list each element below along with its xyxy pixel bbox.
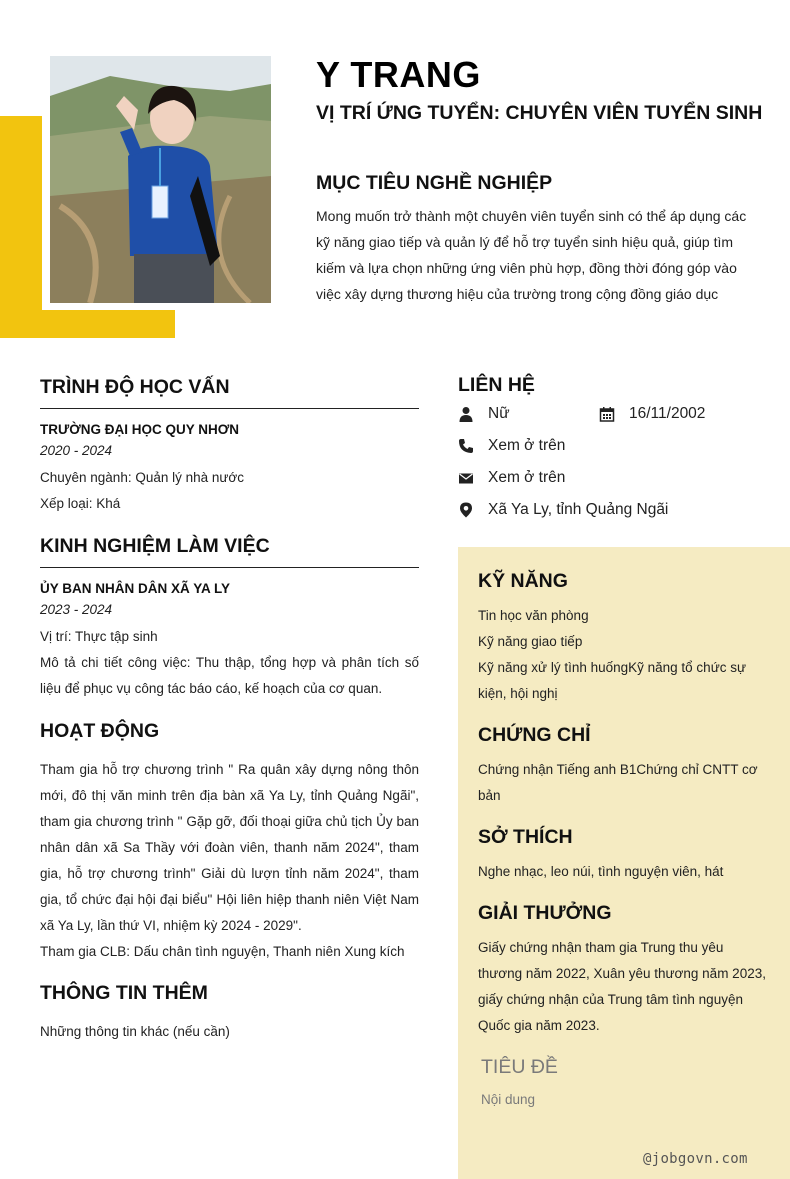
certificates-text: Chứng nhận Tiếng anh B1Chứng chỉ CNTT cơ bản [478,762,758,803]
contact-email-value[interactable]: Xem ở trên [488,469,566,486]
contact-gender-value: Nữ [488,405,510,422]
contact-address [458,501,668,519]
skill-item: Kỹ năng xử lý tình huốngKỹ năng tổ chức sự kiện, hội nghị [478,660,747,701]
profile-photo [50,56,271,303]
contact-gender [458,405,510,423]
certificates-section [478,724,768,809]
contact-birthday [599,405,705,423]
contact-address-value: Xã Ya Ly, tỉnh Quảng Ngãi [488,501,669,518]
activities-title: HOẠT ĐỘNG [40,720,160,742]
experience-section [40,535,419,702]
activities-section [40,720,419,965]
skill-item: Tin học văn phòng [478,608,589,623]
education-divider [40,408,419,409]
hobbies-text: Nghe nhạc, leo núi, tình nguyện viên, hát [478,864,724,879]
accent-bar-left [0,116,42,338]
education-title: TRÌNH ĐỘ HỌC VẤN [40,376,230,398]
awards-section [478,902,768,1039]
person-icon [458,406,474,422]
education-period: 2020 - 2024 [40,443,113,458]
more-info-text: Những thông tin khác (nếu cần) [40,1024,230,1039]
skills-section [478,570,768,707]
certificates-title: CHỨNG CHỈ [478,724,591,746]
more-info-section [40,982,419,1045]
extra-content: Nội dung [481,1092,536,1107]
hobbies-section [478,826,768,885]
education-school: TRƯỜNG ĐẠI HỌC QUY NHƠN [40,422,239,437]
awards-title: GIẢI THƯỞNG [478,902,612,924]
objective-text: Mong muốn trở thành một chuyên viên tuyển sinh có thể áp dụng các kỹ năng giao tiếp và quản lý để hỗ trợ tuyển sinh hiệu quả, giúp tìm kiếm và lựa chọn những ứng viên phù hợp, đồng thời đóng góp vào việc xây dựng thương hiệu của trường trong cộng đồng giáo dục [316,208,747,302]
accent-bar-bottom [0,310,175,338]
candidate-name: Y TRANG [316,54,481,95]
contact-email [458,469,565,487]
experience-period: 2023 - 2024 [40,602,113,617]
contact-phone-value[interactable]: Xem ở trên [488,437,566,454]
contact-phone [458,437,565,455]
awards-text: Giấy chứng nhận tham gia Trung thu yêu thương năm 2022, Xuân yêu thương năm 2023, giấy chứng nhận của Trung tâm tình nguyện Quốc gia năm 2023. [478,940,766,1033]
mail-icon [458,470,474,486]
location-pin-icon [458,502,474,518]
objective-title: MỤC TIÊU NGHỀ NGHIỆP [316,172,553,194]
activities-club: Tham gia CLB: Dấu chân tình nguyện, Thanh niên Xung kích [40,944,405,959]
phone-icon [458,438,474,454]
applied-position: VỊ TRÍ ỨNG TUYỂN: CHUYÊN VIÊN TUYỂN SINH [316,102,763,124]
experience-role: Vị trí: Thực tập sinh [40,629,158,644]
skill-item: Kỹ năng giao tiếp [478,634,583,649]
contact-title: LIÊN HỆ [458,374,535,396]
experience-org: ỦY BAN NHÂN DÂN XÃ YA LY [40,581,231,596]
hobbies-title: SỞ THÍCH [478,826,573,848]
activities-paragraph: Tham gia hỗ trợ chương trình " Ra quân xây dựng nông thôn mới, đô thị văn minh trên địa bàn xã Ya Ly, tỉnh Quảng Ngãi", tham gia chương trình " Gặp gỡ, đối thoại giữa chủ tịch Ủy ban nhân dân xã Sa Thầy với đoàn viên, thanh năm 2024", tham gia, hỗ trợ chương trình" Giải dù lượn tỉnh năm 2024", tham gia, tổ chức đại hội đại biểu" Hội liên hiệp thanh niên Việt Nam xã Ya Ly, lần thứ VI, nhiệm kỳ 2024 - 2029". [40,762,419,933]
education-major: Chuyên ngành: Quản lý nhà nước [40,470,245,485]
watermark: @jobgovn.com [643,1151,748,1167]
more-info-title: THÔNG TIN THÊM [40,982,208,1004]
contact-birthday-value: 16/11/2002 [629,405,706,422]
skills-title: KỸ NĂNG [478,570,568,592]
experience-divider [40,567,419,568]
experience-description: Mô tả chi tiết công việc: Thu thập, tổng hợp và phân tích số liệu để phục vụ công tác báo cáo, kế hoạch của cơ quan. [40,655,419,696]
education-section [40,376,419,517]
extra-title: TIÊU ĐỀ [481,1056,558,1078]
calendar-icon [599,406,615,422]
education-grade: Xếp loại: Khá [40,496,121,511]
experience-title: KINH NGHIỆM LÀM VIỆC [40,535,270,557]
